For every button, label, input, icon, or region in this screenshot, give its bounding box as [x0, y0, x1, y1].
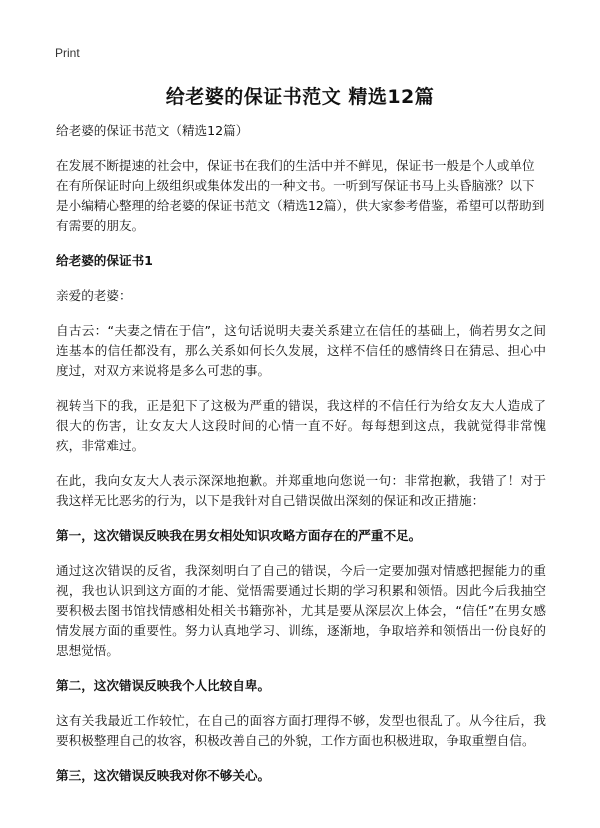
- subheading-3: 第三，这次错误反映我对你不够关心。: [56, 768, 271, 783]
- paragraph-3: 在此，我向女友大人表示深深地抱歉。并郑重地向您说一句：非常抱歉，我错了！对于我这样无比恶劣的行为，以下是我针对自己错误做出深刻的保证和改正措施：: [56, 473, 546, 508]
- print-link[interactable]: Print: [55, 46, 80, 60]
- document-subtitle: 给老婆的保证书范文（精选12篇）: [56, 123, 249, 138]
- document-body: [56, 121, 546, 801]
- subheading-1: 第一，这次错误反映我在男女相处知识攻略方面存在的严重不足。: [56, 528, 422, 543]
- section-heading-1: 给老婆的保证书1: [56, 253, 153, 268]
- paragraph-4: 通过这次错误的反省，我深刻明白了自己的错误，今后一定要加强对情感把握能力的重视，我也认识到这方面的才能、觉悟需要通过长期的学习积累和领悟。因此今后我抽空要积极去图书馆找情感相处相关书籍弥补，尤其是要从深层次上体会，“信任”在男女感情发展方面的重要性。努力认真地学习、训练，逐渐地，争取培养和领悟出一份良好的思想觉悟。: [56, 563, 546, 658]
- subheading-2: 第二，这次错误反映我个人比较自卑。: [56, 678, 271, 693]
- paragraph-1: 自古云：“夫妻之情在于信”，这句话说明夫妻关系建立在信任的基础上，倘若男女之间连基本的信任都没有，那么关系如何长久发展，这样不信任的感情终日在猜忌、担心中度过，对双方来说将是多么可悲的事。: [56, 323, 546, 378]
- paragraph-2: 视转当下的我，正是犯下了这极为严重的错误，我这样的不信任行为给女友大人造成了很大的伤害，让女友大人这段时间的心情一直不好。每每想到这点，我就觉得非常愧疚，非常难过。: [56, 398, 546, 453]
- paragraph-5: 这有关我最近工作较忙，在自己的面容方面打理得不够，发型也很乱了。从今往后，我要积极整理自己的妆容，积极改善自己的外貌，工作方面也积极进取，争取重塑自信。: [56, 713, 546, 748]
- page-title: 给老婆的保证书范文 精选12篇: [165, 86, 435, 108]
- greeting-line: 亲爱的老婆：: [56, 288, 132, 303]
- intro-paragraph: 在发展不断提速的社会中，保证书在我们的生活中并不鲜见，保证书一般是个人或单位在有所保证时向上级组织或集体发出的一种文书。一听到写保证书马上头昏脑涨？以下是小编精心整理的给老婆的保证书范文（精选12篇），供大家参考借鉴，希望可以帮助到有需要的朋友。: [56, 158, 545, 233]
